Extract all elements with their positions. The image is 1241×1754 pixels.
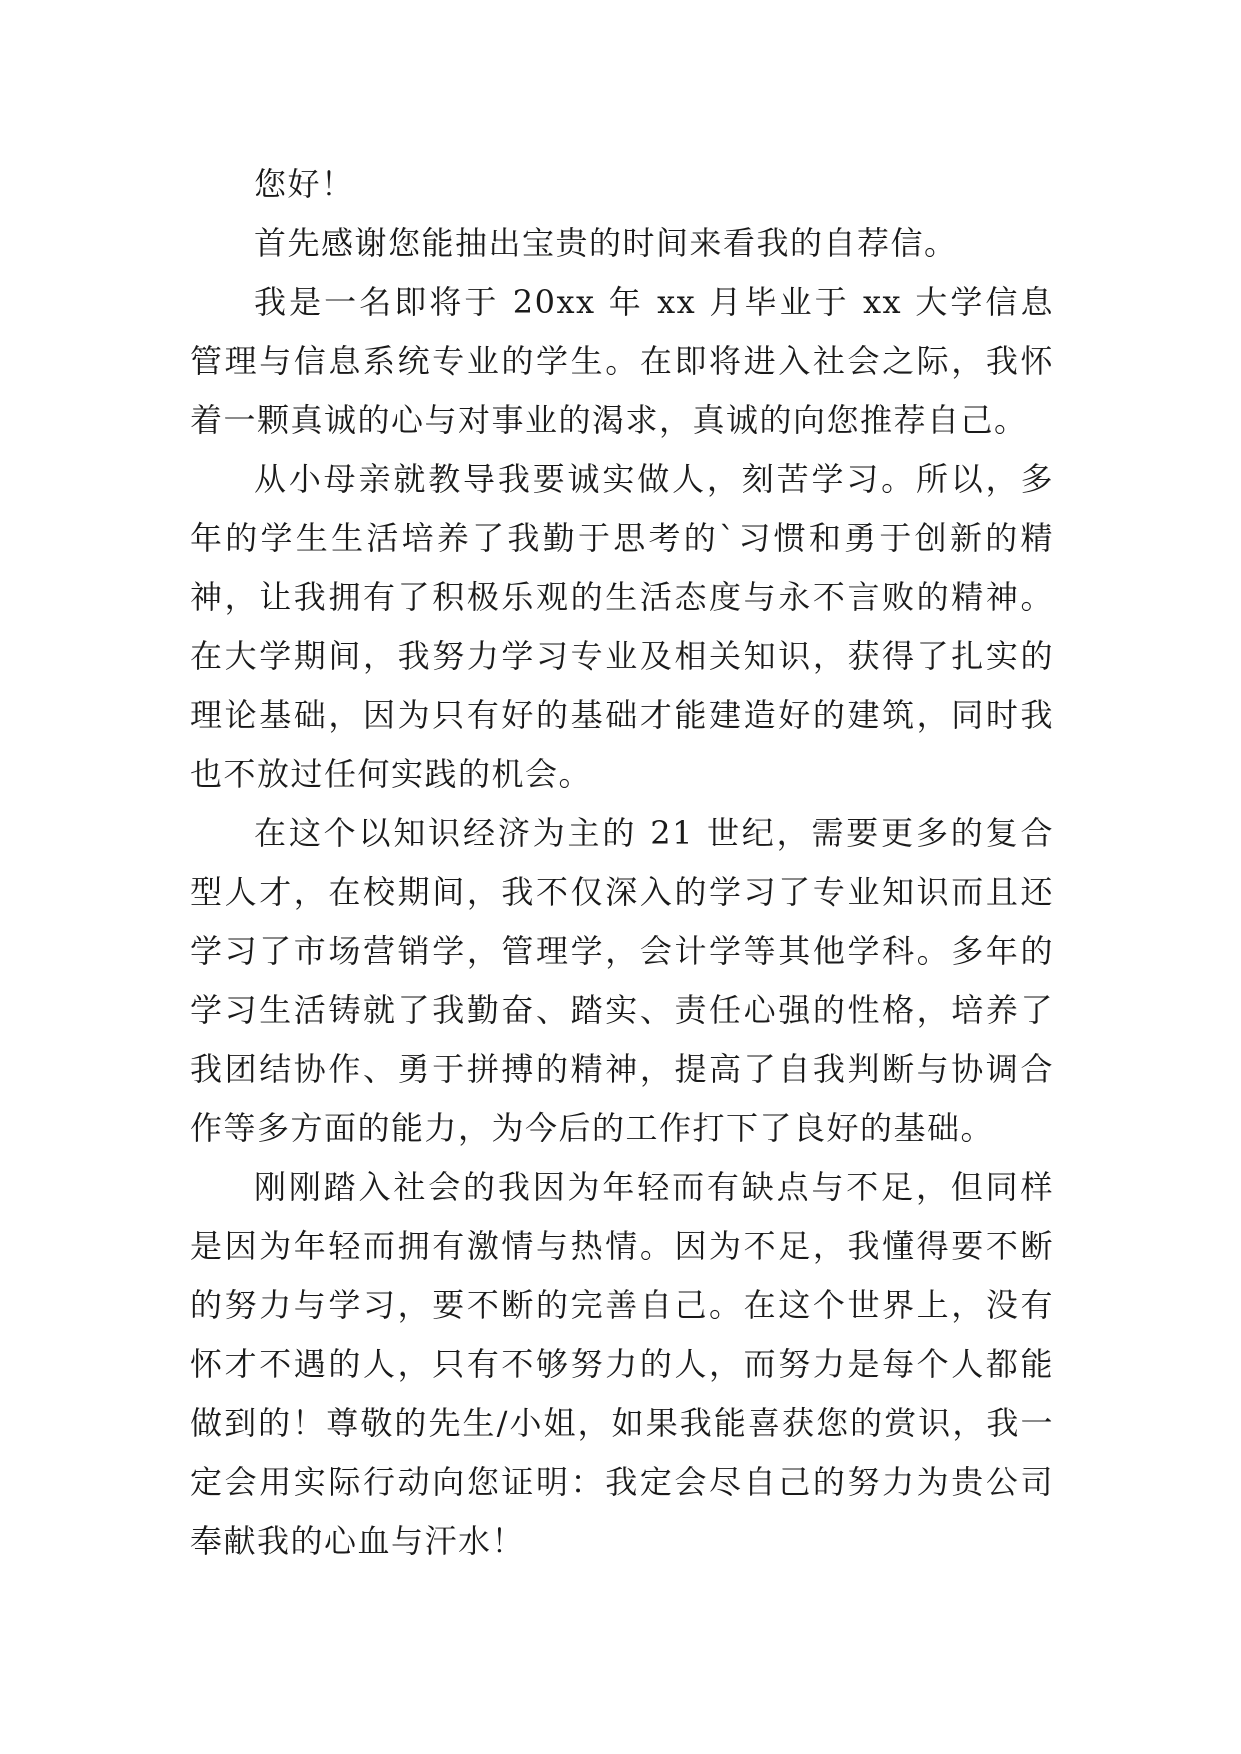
- letter-paragraph: 我是一名即将于 20xx 年 xx 月毕业于 xx 大学信息管理与信息系统专业的学生。在即将进入社会之际，我怀着一颗真诚的心与对事业的渴求，真诚的向您推荐自己。: [190, 283, 1054, 439]
- letter-body: [190, 155, 1054, 1571]
- letter-paragraph: 在这个以知识经济为主的 21 世纪，需要更多的复合型人才，在校期间，我不仅深入的学习了专业知识而且还学习了市场营销学，管理学，会计学等其他学科。多年的学习生活铸就了我勤奋、踏实、责任心强的性格，培养了我团结协作、勇于拼搏的精神，提高了自我判断与协调合作等多方面的能力，为今后的工作打下了良好的基础。: [190, 814, 1054, 1147]
- letter-paragraph: 首先感谢您能抽出宝贵的时间来看我的自荐信。: [254, 224, 958, 262]
- letter-greeting: 您好！: [254, 165, 355, 203]
- letter-paragraph: 从小母亲就教导我要诚实做人，刻苦学习。所以，多年的学生生活培养了我勤于思考的`习惯和勇于创新的精神，让我拥有了积极乐观的生活态度与永不言败的精神。在大学期间，我努力学习专业及相关知识，获得了扎实的理论基础，因为只有好的基础才能建造好的建筑，同时我也不放过任何实践的机会。: [190, 460, 1054, 793]
- letter-paragraph: 刚刚踏入社会的我因为年轻而有缺点与不足，但同样是因为年轻而拥有激情与热情。因为不足，我懂得要不断的努力与学习，要不断的完善自己。在这个世界上，没有怀才不遇的人，只有不够努力的人，而努力是每个人都能做到的！尊敬的先生/小姐，如果我能喜获您的赏识，我一定会用实际行动向您证明：我定会尽自己的努力为贵公司奉献我的心血与汗水！: [190, 1168, 1054, 1560]
